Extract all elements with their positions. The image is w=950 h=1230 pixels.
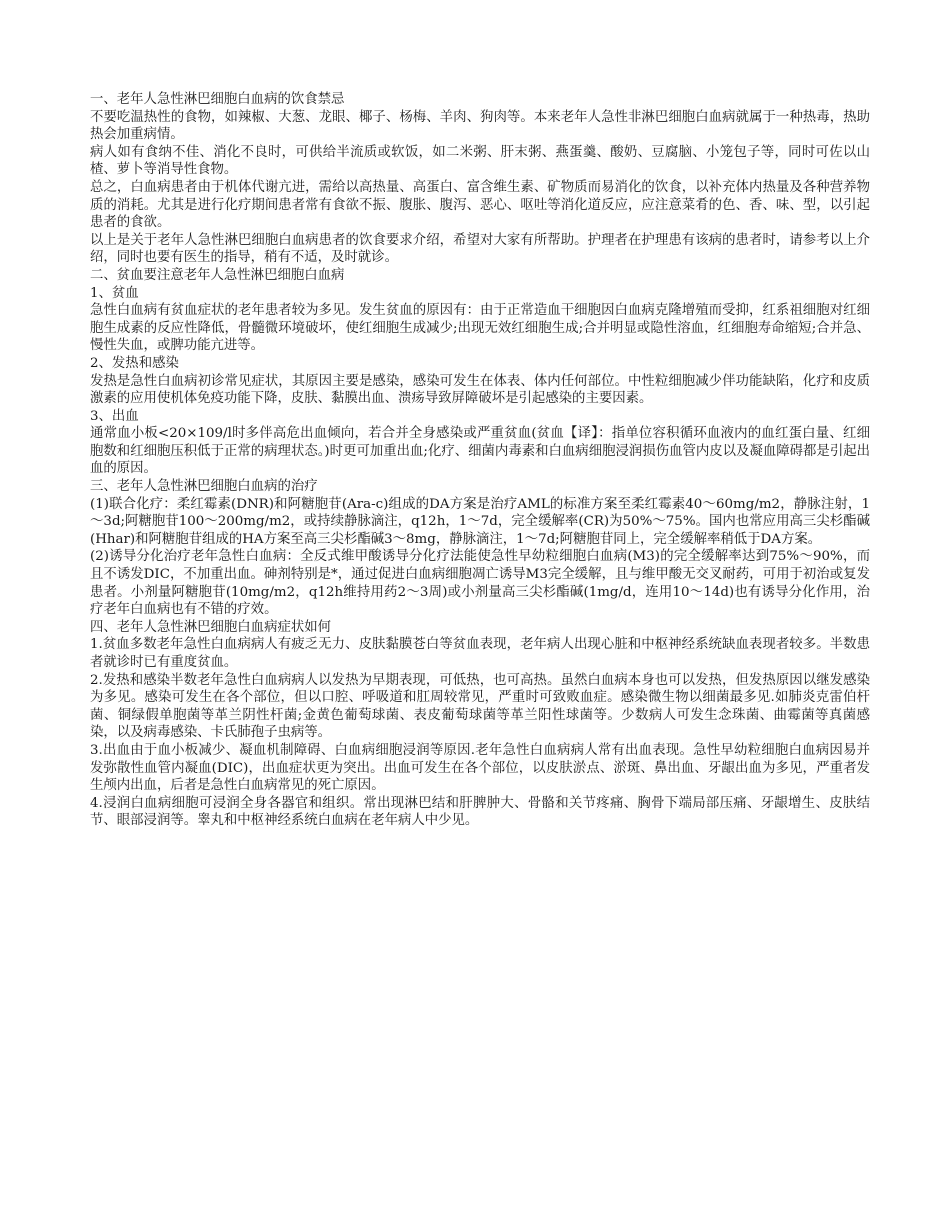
paragraph: 病人如有食纳不佳、消化不良时，可供给半流质或软饭，如二米粥、肝末粥、燕蛋羹、酸奶、豆腐脑、小笼包子等，同时可佐以山楂、萝卜等消导性食物。 bbox=[90, 144, 870, 178]
paragraph: 发热是急性白血病初诊常见症状，其原因主要是感染，感染可发生在体表、体内任何部位。中性粒细胞减少伴功能缺陷，化疗和皮质激素的应用使机体免疫功能下降，皮肤、黏膜出血、溃疡导致屏障破坏是引起感染的主要因素。 bbox=[90, 373, 870, 407]
subheading: 1、贫血 bbox=[90, 285, 139, 301]
paragraph: (1)联合化疗：柔红霉素(DNR)和阿糖胞苷(Ara-c)组成的DA方案是治疗AML的标准方案至柔红霉素40～60mg/m2，静脉注射，1～3d;阿糖胞苷100～200mg/m2，或持续静脉滴注，q12h，1～7d，完全缓解率(CR)为50%～75%。国内也常应用高三尖杉酯碱(Hhar)和阿糖胞苷组成的HA方案至高三尖杉酯碱3～8mg，静脉滴注，1～7d;阿糖胞苷同上，完全缓解率稍低于DA方案。 bbox=[90, 496, 870, 547]
section-heading-anemia: 二、贫血要注意老年人急性淋巴细胞白血病 bbox=[90, 267, 345, 283]
document-body bbox=[90, 91, 870, 830]
paragraph: 通常血小板<20×109/l时多伴高危出血倾向，若合并全身感染或严重贫血(贫血【译】：指单位容积循环血液内的血红蛋白量、红细胞数和红细胞压积低于正常的病理状态。)时更可加重出血;化疗、细菌内毒素和白血病细胞浸润损伤血管内皮以及凝血障碍都是引起出血的原因。 bbox=[90, 426, 870, 477]
section-heading-diet: 一、老年人急性淋巴细胞白血病的饮食禁忌 bbox=[90, 92, 345, 107]
paragraph: 急性白血病有贫血症状的老年患者较为多见。发生贫血的原因有：由于正常造血干细胞因白血病克隆增殖而受抑，红系祖细胞对红细胞生成素的反应性降低，骨髓微环境破坏，使红细胞生成减少;出现无效红细胞生成;合并明显或隐性溶血，红细胞寿命缩短;合并急、慢性失血，或脾功能亢进等。 bbox=[90, 303, 870, 354]
section-heading-treatment: 三、老年人急性淋巴细胞白血病的治疗 bbox=[90, 479, 318, 495]
paragraph: 4.浸润白血病细胞可浸润全身各器官和组织。常出现淋巴结和肝脾肿大、骨骼和关节疼痛、胸骨下端局部压痛、牙龈增生、皮肤结节、眼部浸润等。睾丸和中枢神经系统白血病在老年病人中少见。 bbox=[90, 795, 870, 829]
paragraph: 以上是关于老年人急性淋巴细胞白血病患者的饮食要求介绍，希望对大家有所帮助。护理者在护理患有该病的患者时，请参考以上介绍，同时也要有医生的指导，稍有不适，及时就诊。 bbox=[90, 232, 870, 266]
paragraph: (2)诱导分化治疗老年急性白血病：全反式维甲酸诱导分化疗法能使急性早幼粒细胞白血病(M3)的完全缓解率达到75%～90%，而且不诱发DIC，不加重出血。砷剂特别是*，通过促进白血病细胞凋亡诱导M3完全缓解，且与维甲酸无交叉耐药，可用于初治或复发患者。小剂量阿糖胞苷(10mg/m2，q12h维持用药2～3周)或小剂量高三尖杉酯碱(1mg/d，连用10～14d)也有诱导分化作用，治疗老年白血病也有不错的疗效。 bbox=[90, 549, 870, 618]
paragraph: 1.贫血多数老年急性白血病病人有疲乏无力、皮肤黏膜苍白等贫血表现，老年病人出现心脏和中枢神经系统缺血表现者较多。半数患者就诊时已有重度贫血。 bbox=[90, 637, 870, 670]
subheading: 3、出血 bbox=[90, 408, 139, 424]
section-heading-symptoms: 四、老年人急性淋巴细胞白血病症状如何 bbox=[90, 619, 332, 635]
paragraph: 3.出血由于血小板减少、凝血机制障碍、白血病细胞浸润等原因.老年急性白血病病人常有出血表现。急性早幼粒细胞白血病因易并发弥散性血管内凝血(DIC)，出血症状更为突出。出血可发生在各个部位，以皮肤淤点、淤斑、鼻出血、牙龈出血为多见，严重者发生颅内出血，后者是急性白血病常见的死亡原因。 bbox=[90, 742, 870, 794]
paragraph: 不要吃温热性的食物，如辣椒、大葱、龙眼、椰子、杨梅、羊肉、狗肉等。本来老年人急性非淋巴细胞白血病就属于一种热毒，热助热会加重病情。 bbox=[90, 109, 870, 143]
paragraph: 总之，白血病患者由于机体代谢亢进，需给以高热量、高蛋白、富含维生素、矿物质而易消化的饮食，以补充体内热量及各种营养物质的消耗。尤其是进行化疗期间患者常有食欲不振、腹胀、腹泻、恶心、呕吐等消化道反应，应注意菜肴的色、香、味、型，以引起患者的食欲。 bbox=[90, 179, 870, 231]
subheading: 2、发热和感染 bbox=[90, 355, 179, 371]
paragraph: 2.发热和感染半数老年急性白血病病人以发热为早期表现，可低热，也可高热。虽然白血病本身也可以发热，但发热原因以继发感染为多见。感染可发生在各个部位，但以口腔、呼吸道和肛周较常见，严重时可致败血症。感染微生物以细菌最多见.如肺炎克雷伯杆菌、铜绿假单胞菌等革兰阴性杆菌;金黄色葡萄球菌、表皮葡萄球菌等革兰阳性球菌等。少数病人可发生念珠菌、曲霉菌等真菌感染，以及病毒感染、卡氏肺孢子虫病等。 bbox=[90, 672, 870, 741]
